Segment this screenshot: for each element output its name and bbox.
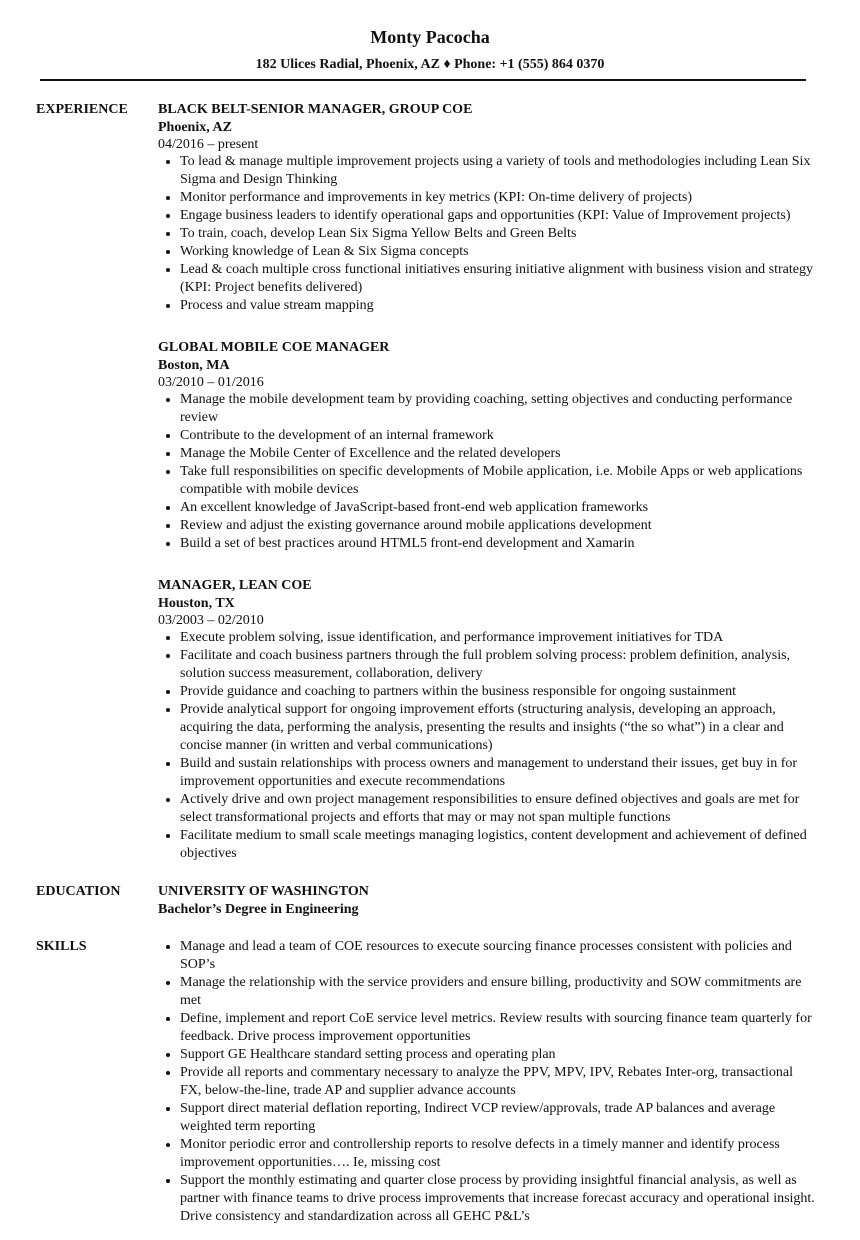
experience-list <box>158 101 860 863</box>
job-entry <box>158 101 816 315</box>
skill-bullet: • Monitor periodic error and controllership reports to resolve defects in a timely manner and identify process improvement opportunities…. Ie, missing cost <box>180 1136 816 1172</box>
skill-bullet: • Support the monthly estimating and quarter close process by providing insightful financial analysis, as well as partner with finance teams to drive process improvements that increase forecast accuracy and operational insight. Drive consistency and standardization across all GEHC P&L’s <box>180 1172 816 1226</box>
job-bullet: • Manage the Mobile Center of Excellence and the related developers <box>180 445 816 463</box>
job-bullets <box>158 153 816 315</box>
job-bullet: • Provide guidance and coaching to partners within the business responsible for ongoing sustainment <box>180 683 816 701</box>
education-entry <box>158 883 860 918</box>
education-section <box>0 883 860 918</box>
experience-heading: EXPERIENCE <box>36 102 128 117</box>
job-bullet: • Take full responsibilities on specific developments of Mobile application, i.e. Mobile Apps or web applications compatible with mobile devices <box>180 463 816 499</box>
skill-bullet: • Support direct material deflation reporting, Indirect VCP review/approvals, trade AP balances and average weighted term reporting <box>180 1100 816 1136</box>
job-bullet: • Build a set of best practices around HTML5 front-end development and Xamarin <box>180 535 816 553</box>
job-bullets <box>158 391 816 553</box>
job-location: Houston, TX <box>158 596 235 611</box>
job-bullet: • Process and value stream mapping <box>180 297 816 315</box>
job-title: MANAGER, LEAN COE <box>158 578 312 593</box>
job-entry <box>158 339 816 553</box>
job-entry <box>158 577 816 863</box>
skills-list <box>158 938 860 1226</box>
job-bullet: • Monitor performance and improvements in key metrics (KPI: On-time delivery of projects) <box>180 189 816 207</box>
job-location: Boston, MA <box>158 358 230 373</box>
job-location: Phoenix, AZ <box>158 120 232 135</box>
job-dates: 03/2010 – 01/2016 <box>158 375 264 390</box>
contact-line: 182 Ulices Radial, Phoenix, AZ ♦ Phone: +1 (555) 864 0370 <box>255 57 605 72</box>
job-bullet: • Engage business leaders to identify operational gaps and opportunities (KPI: Value of Improvement projects) <box>180 207 816 225</box>
header-divider <box>40 79 806 81</box>
skill-bullet: • Manage the relationship with the service providers and ensure billing, productivity and SOW commitments are met <box>180 974 816 1010</box>
job-bullet: • Manage the mobile development team by providing coaching, setting objectives and conducting performance review <box>180 391 816 427</box>
job-title: GLOBAL MOBILE COE MANAGER <box>158 340 390 355</box>
job-title: BLACK BELT-SENIOR MANAGER, GROUP COE <box>158 102 473 117</box>
job-bullet: • Contribute to the development of an internal framework <box>180 427 816 445</box>
candidate-name: Monty Pacocha <box>370 27 490 47</box>
job-dates: 04/2016 – present <box>158 137 259 152</box>
job-bullet: • Facilitate and coach business partners through the full problem solving process: problem definition, analysis, solution success measurement, collaboration, delivery <box>180 647 816 683</box>
skill-bullet: • Define, implement and report CoE service level metrics. Review results with sourcing finance team quarterly for feedback. Drive process improvement opportunities <box>180 1010 816 1046</box>
education-heading: EDUCATION <box>36 884 121 899</box>
skills-bullets <box>158 938 816 1226</box>
job-bullet: • Execute problem solving, issue identification, and performance improvement initiatives for TDA <box>180 629 816 647</box>
skill-bullet: • Provide all reports and commentary necessary to analyze the PPV, MPV, IPV, Rebates Inter-org, transactional FX, below-the-line, trade AP and supplier advance accounts <box>180 1064 816 1100</box>
job-bullet: • Provide analytical support for ongoing improvement efforts (structuring analysis, developing an approach, acquiring the data, performing the analysis, presenting the results and insights (“the so what”) in a clear and concise manner (in written and verbal communications) <box>180 701 816 755</box>
job-bullet: • An excellent knowledge of JavaScript-based front-end web application frameworks <box>180 499 816 517</box>
job-bullet: • Actively drive and own project management responsibilities to ensure defined objectives and goals are met for select transformational projects and efforts that may or may not span multiple functions <box>180 791 816 827</box>
job-bullet: • Working knowledge of Lean & Six Sigma concepts <box>180 243 816 261</box>
job-bullet: • To train, coach, develop Lean Six Sigma Yellow Belts and Green Belts <box>180 225 816 243</box>
skills-heading: SKILLS <box>36 939 87 954</box>
experience-section <box>0 101 860 863</box>
job-bullet: • Lead & coach multiple cross functional initiatives ensuring initiative alignment with business vision and strategy (KPI: Project benefits delivered) <box>180 261 816 297</box>
skill-bullet: • Support GE Healthcare standard setting process and operating plan <box>180 1046 816 1064</box>
job-bullets <box>158 629 816 863</box>
job-bullet: • Build and sustain relationships with process owners and management to understand their issues, get buy in for improvement opportunities and execute recommendations <box>180 755 816 791</box>
resume-header <box>0 0 860 74</box>
job-bullet: • Facilitate medium to small scale meetings managing logistics, content development and achievement of defined objectives <box>180 827 816 863</box>
skill-bullet: • Manage and lead a team of COE resources to execute sourcing finance processes consistent with policies and SOP’s <box>180 938 816 974</box>
school-name: UNIVERSITY OF WASHINGTON <box>158 884 369 899</box>
job-dates: 03/2003 – 02/2010 <box>158 613 264 628</box>
job-bullet: • Review and adjust the existing governance around mobile applications development <box>180 517 816 535</box>
skills-section <box>0 938 860 1226</box>
degree-name: Bachelor’s Degree in Engineering <box>158 902 359 917</box>
job-bullet: • To lead & manage multiple improvement projects using a variety of tools and methodologies including Lean Six Sigma and Design Thinking <box>180 153 816 189</box>
